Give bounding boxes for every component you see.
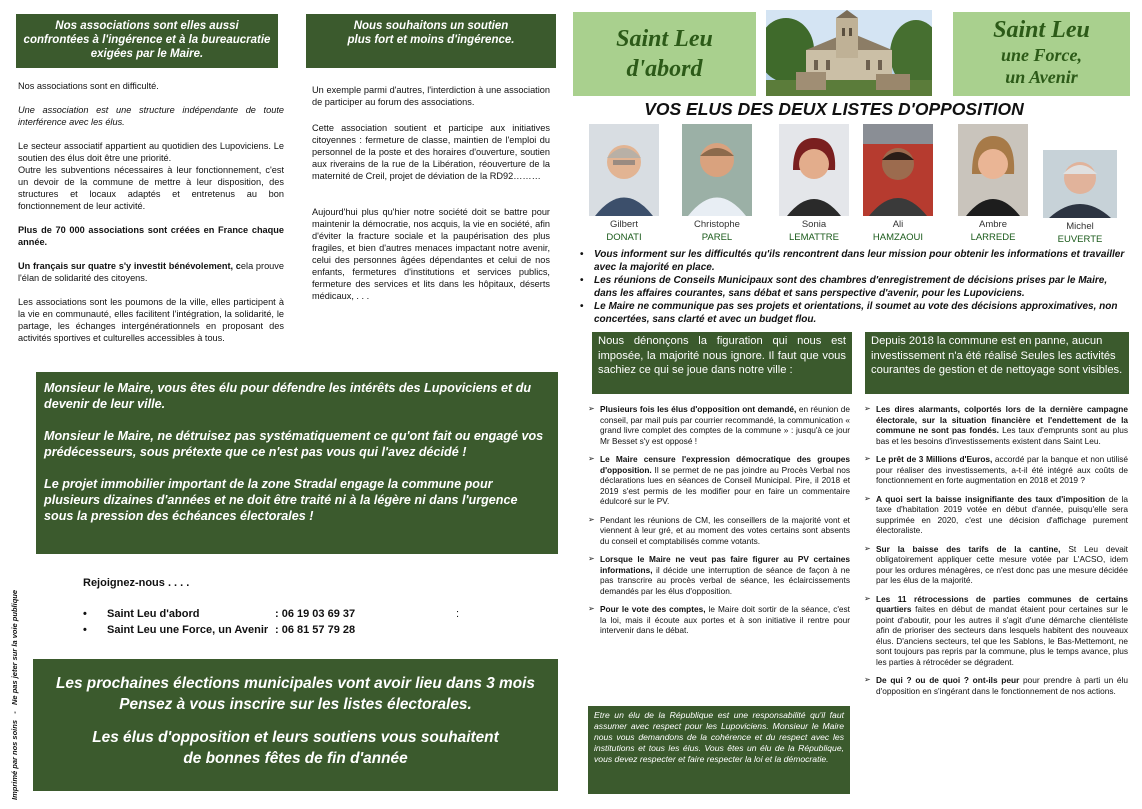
finding-item: [864, 454, 1128, 486]
appeal-p2: Monsieur le Maire, ne détruisez pas systématiquement ce qu'ont fait ou engagé vos prédécesseurs, sous prétexte que ce n'est pas vous qui l'avez décidé !: [44, 429, 544, 459]
contact-label: Saint Leu d'abord: [107, 608, 200, 620]
grievance-lead: Plusieurs fois les élus d'opposition ont demandé,: [600, 404, 797, 414]
contact-phone[interactable]: : 06 19 03 69 37: [275, 608, 356, 620]
finding-text: accordé par la banque et non utilisé pour réaliser des investissements, a-t-il été intégré aux coûts de fonctionnement en forte augmentation en 2018 et 2019 ?: [876, 454, 1129, 485]
logo-saint-leu-dabord: [573, 12, 756, 96]
appeal-p1: Monsieur le Maire, vous êtes élu pour défendre les intérêts des Lupoviciens et du devenir de leur ville.: [44, 381, 532, 411]
grievance-item: [588, 454, 850, 507]
finding-item: [864, 404, 1128, 446]
last-name: LARREDE: [970, 232, 1016, 243]
portrait-lemattre: [779, 124, 849, 216]
elections-line-4: de bonnes fêtes de fin d'année: [183, 750, 408, 767]
grievance-item: [588, 604, 850, 636]
grievance-text: en réunion de conseil, par mail puis par courrier recommandé, la communication « grand livre complet des comptes de la commune » : jusqu'à ce jour Mr Besset s'y est opposé !: [600, 404, 850, 446]
bullet-item: • Vous informent sur les difficultés qu'ils rencontrent dans leur mission pour obtenir les informations et travailler avec la majorité en place.: [580, 248, 1128, 274]
portrait-image: [779, 124, 849, 216]
bullet-icon: •: [83, 608, 87, 620]
name-donati: [584, 218, 664, 244]
finding-lead: Les dires alarmants, colportés lors de la dernière campagne électorale, sur la situation financière et l'endettement de la commune ne sont pas fondés.: [876, 404, 1128, 435]
assoc-p5: Plus de 70 000 associations sont créées en France chaque année.: [18, 225, 284, 247]
associations-text: [18, 80, 284, 350]
portrait-image: [863, 124, 933, 216]
assoc-p6-bold: Un français sur quatre s'y investit bénévolement, c: [18, 261, 241, 271]
finding-text: faites en début de mandat étaient pour certaines sur le point d'aboutir, pour les autres il s'agit d'une démarche clientéliste afin de prioriser des secteurs dans lesquels habitent des nouveaux élus. D'anciens secteurs, tel que les Sablons, le Bas-Mettemont, ne sont toujours pas repris par la commune, plus le temps avance, plus les parties à rétrocéder se dégradent.: [876, 604, 1128, 667]
responsibility-box: Etre un élu de la République est une responsabilité qu'il faut assumer avec respect pour les Lupoviciens. Monsieur le Maire nous vous demandons de la cohérence et du respect avec les institutions et tous les élus. Vous êtes un élu de la République, vous devez respecter et faire respecter la loi et la démocratie.: [588, 706, 850, 794]
name-lemattre: [774, 218, 854, 244]
grievance-item: [588, 404, 850, 446]
finding-text: de la taxe d'habitation 2019 votée en début d'année, puisqu'elle sera supprimée en 2020, c'est une décision d'affichage purement électoraliste.: [876, 493, 1128, 535]
first-name: Sonia: [801, 219, 827, 230]
support-p2: Cette association soutient et participe aux initiatives citoyennes : fermeture de classe, maintien de l'emploi du personnel de la poste et des horaires d'ouverture, soutien aux riverains de la rue de la Libération, réouverture de la maternité de Creil, projet de déviation de la RD92………: [312, 123, 550, 181]
last-name: LEMATTRE: [789, 232, 839, 243]
contact-title: Rejoignez-nous . . . .: [83, 577, 190, 589]
finding-text: pour prendre à parti un élu d'opposition en s'ingérant dans le fonctionnement de nos actions.: [876, 675, 1128, 696]
support-text: [312, 84, 550, 308]
portrait-image: [589, 124, 659, 216]
main-title: VOS ELUS DES DEUX LISTES D'OPPOSITION: [644, 99, 1024, 119]
opposition-bullets: [580, 248, 1128, 326]
last-name: DONATI: [606, 232, 642, 243]
logo-right-line-3: un Avenir: [1005, 67, 1078, 87]
portrait-image: [958, 124, 1028, 216]
bullet-item: • Le Maire ne communique pas ses projets et orientations, il soumet au vote des décisions approximatives, non concertées, sans clarté et avec un budget flou.: [580, 300, 1128, 326]
portrait-hamzaoui: [863, 124, 933, 216]
first-name: Ali: [892, 219, 904, 230]
assoc-p6-rest: ela prouve l'élan de solidarité des citoyens.: [18, 261, 284, 283]
name-larrede: [953, 218, 1033, 244]
logo-left-line-2: d'abord: [626, 56, 703, 82]
elections-box: [33, 659, 558, 791]
grievance-text: Il se permet de ne pas joindre au Procès Verbal nos déclarations lues en séances de Conseil Municipal. Pire, il 2018 et 2019 s'est permis de les modifier pour en faire un commentaire édulcoré sur le PV.: [600, 464, 850, 506]
portrait-larrede: [958, 124, 1028, 216]
contact-row: [83, 606, 483, 622]
finding-lead: A quoi sert la baisse insignifiante des taux d'imposition: [876, 493, 1106, 504]
portrait-parel: [682, 124, 752, 216]
support-p1: Un exemple parmi d'autres, l'interdiction à une association de participer au forum des associations.: [312, 85, 550, 107]
finding-item: [864, 494, 1128, 536]
grievance-text: Pendant les réunions de CM, les conseillers de la majorité vont et viennent à leur gré, et au moment des votes certains sont absents du conseil et comptabilisés comme votants.: [600, 514, 850, 546]
grievance-item: [588, 554, 850, 596]
assoc-p6: [18, 260, 284, 284]
finding-text: St Leu devait obligatoirement appliquer cette mesure votée par L'ACSO, idem pour les ordures ménagères, ce n'est donc pas une mesure décidée par les élus de la majorité.: [876, 543, 1128, 585]
grievance-lead: Pour le vote des comptes,: [600, 604, 706, 614]
assoc-p2: Une association est une structure indépendante de toute interférence avec les élus.: [18, 105, 284, 127]
contact-phone[interactable]: : 06 81 57 79 28: [275, 624, 356, 636]
finding-lead: De qui ? ou de quoi ? ont-ils peur: [876, 675, 1020, 685]
church-illustration: [766, 10, 932, 96]
portrait-euverte: [1043, 150, 1117, 218]
support-header: [306, 14, 556, 68]
first-name: Ambre: [979, 219, 1007, 230]
finding-item: [864, 675, 1128, 696]
bullet-item: • Les réunions de Conseils Municipaux sont des chambres d'enregistrement de décisions prises par le Maire, dans les affaires courantes, sans débat et sans perspective d'avenir, pour les Lupoviciens.: [580, 274, 1128, 300]
elections-line-3: Les élus d'opposition et leurs soutiens vous souhaitent: [92, 729, 499, 746]
since-2018-box: Depuis 2018 la commune est en panne, aucun investissement n'a été réalisé Seules les activités courantes de gestion et de nettoyage sont visibles.: [865, 332, 1129, 394]
finding-text: Les taux d'emprunts sont au plus bas et les besoins d'investissements existent dans Saint Leu.: [876, 425, 1128, 446]
first-name: Michel: [1066, 221, 1094, 232]
contact-label: Saint Leu une Force, un Avenir: [107, 624, 269, 636]
side-note: Imprimé par nos soins - Ne pas jeter sur la voie publique: [10, 589, 19, 800]
last-name: PAREL: [701, 232, 733, 243]
bullet-icon: •: [83, 624, 87, 636]
support-p3: Aujourd'hui plus qu'hier notre société doit se battre pour maintenir la démocratie, nos acquis, la vie en société, afin d'éviter la fracture sociale et la paupérisation des plus fragiles, et bien d'autres menaces impactant notre avenir, celui des personnes âgées dépendantes et celui de nos enfants, fermetures d'institutions et services publics, fermeture des services et lits dans les hôpitaux, déserts médicaux, . . .: [312, 207, 550, 301]
grievance-lead: Le Maire censure l'expression démocratique des groupes d'opposition.: [600, 454, 850, 475]
logo-saint-leu-force: [953, 12, 1130, 96]
portrait-image: [682, 124, 752, 216]
logo-right-line-2: une Force,: [1001, 45, 1082, 65]
assoc-p3: Le secteur associatif appartient au quotidien des Lupoviciens. Le soutien des élus doit être une priorité.: [18, 141, 284, 163]
appeal-p3: Le projet immobilier important de la zone Stradal engage la commune pour plusieurs dizaines d'années et ne doit être traité ni à la légère ni dans l'urgence sous la pression des échéances électorales !: [44, 477, 518, 523]
support-header-text: Nous souhaitons un soutien plus fort et moins d'ingérence.: [347, 20, 515, 46]
portrait-image: [1043, 150, 1117, 218]
name-euverte: [1040, 220, 1120, 246]
assoc-p1: Nos associations sont en difficulté.: [18, 81, 159, 91]
first-name: Gilbert: [610, 219, 638, 230]
logo-left-line-1: Saint Leu: [616, 26, 713, 52]
contact-row: [83, 622, 483, 638]
grievance-text: le Maire doit sortir de la séance, c'est la loi, mais il écoute aux portes et à son initiative il rentre pour intervenir dans le débat.: [600, 604, 850, 635]
denounce-box: Nous dénonçons la figuration qui nous est imposée, la majorité nous ignore. Il faut que vous sachiez ce qui se joue dans notre ville :: [592, 332, 852, 394]
finding-lead: Les 11 rétrocessions de parties communes de certains quartiers: [876, 593, 1128, 614]
logo-right-line-1: Saint Leu: [993, 17, 1090, 43]
first-name: Christophe: [694, 219, 740, 230]
assoc-p4: Outre les subventions nécessaires à leur fonctionnement, c'est un devoir de la commune de mettre à leur disposition, des structures et locaux adaptés et entretenus au bon fonctionnement de leur activité.: [18, 165, 284, 211]
grievances-list: [588, 404, 850, 644]
assoc-p7: Les associations sont les poumons de la ville, elles participent à la vie en communauté, elles facilitent l'intégration, la solidarité, le partage, les échanges intergénérationnels en proposant des activités sportives et culturelles accessibles à tous.: [18, 297, 284, 343]
contact-extra: :: [456, 608, 460, 620]
last-name: EUVERTE: [1057, 234, 1103, 245]
last-name: HAMZAOUI: [872, 232, 924, 243]
grievance-item: [588, 515, 850, 547]
name-hamzaoui: [858, 218, 938, 244]
contact-list: [83, 606, 483, 638]
finding-item: [864, 594, 1128, 668]
associations-header-text: Nos associations sont elles aussi confrontées à l'ingérence et à la bureaucratie exigées par le Maire.: [23, 20, 271, 60]
associations-header: [16, 14, 278, 68]
grievance-lead: Lorsque le Maire ne veut pas faire figurer au PV certaines informations,: [600, 554, 850, 575]
finding-item: [864, 544, 1128, 586]
findings-list: [864, 404, 1128, 704]
name-parel: [677, 218, 757, 244]
grievance-text: il décide une interruption de séance de façon à ne pas transcrire au procès verbal de séance, les éclaircissements demandés par les élus d'opposition.: [600, 564, 850, 596]
appeal-box: [36, 372, 558, 554]
portrait-donati: [589, 124, 659, 216]
elections-line-1: Les prochaines élections municipales vont avoir lieu dans 3 mois: [56, 675, 535, 692]
finding-lead: Le prêt de 3 Millions d'Euros,: [876, 454, 993, 464]
elections-line-2: Pensez à vous inscrire sur les listes électorales.: [119, 696, 472, 713]
finding-lead: Sur la baisse des tarifs de la cantine,: [876, 543, 1061, 554]
church-photo: [766, 10, 932, 96]
